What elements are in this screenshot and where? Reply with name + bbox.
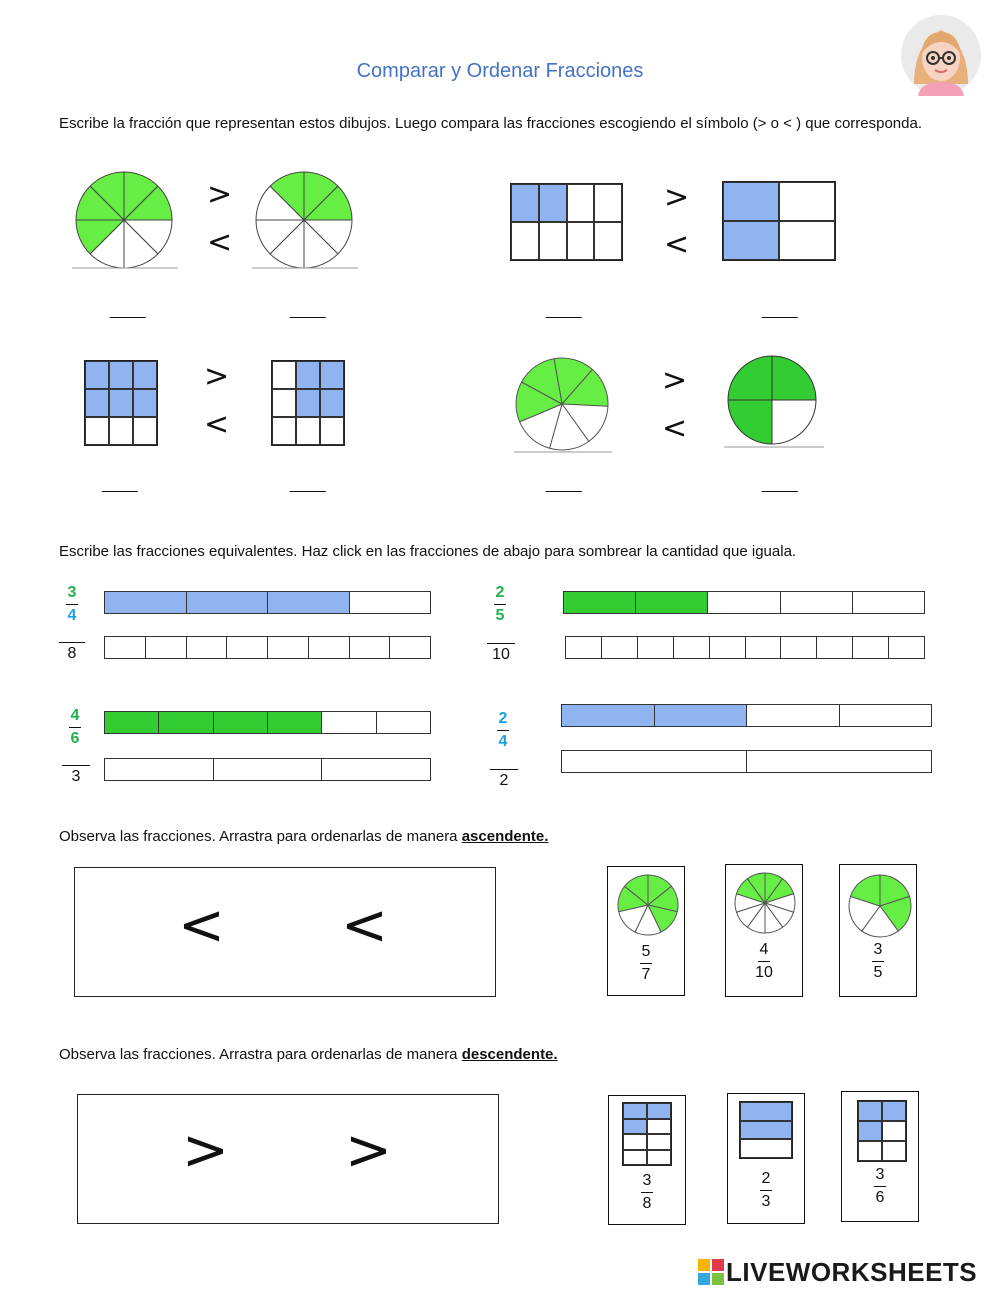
greater-than-choice[interactable]: > bbox=[204, 359, 230, 394]
greater-than-symbol: > bbox=[345, 1118, 392, 1183]
answer-blank[interactable]: 3 bbox=[62, 759, 90, 788]
greater-than-choice[interactable]: > bbox=[207, 177, 233, 212]
fraction-bar bbox=[104, 711, 431, 734]
fraction-grid bbox=[857, 1100, 907, 1162]
page-title: Comparar y Ordenar Fracciones bbox=[356, 60, 644, 82]
fraction-grid bbox=[271, 360, 345, 446]
draggable-fraction-card[interactable]: $\frac{3}{8}$ bbox=[608, 1095, 686, 1225]
fraction-label: $\frac{2}{5}$ bbox=[495, 584, 505, 624]
less-than-choice[interactable]: < bbox=[662, 411, 688, 446]
greater-than-symbol: > bbox=[182, 1118, 229, 1183]
pie-chart-icon bbox=[512, 356, 616, 456]
draggable-fraction-card[interactable]: $\frac{2}{3}$ bbox=[727, 1093, 805, 1224]
fraction-label: $\frac{4}{6}$ bbox=[70, 707, 80, 747]
answer-blank[interactable]: ____ bbox=[762, 476, 798, 493]
draggable-fraction-card[interactable]: $\frac{4}{10}$ bbox=[725, 864, 803, 997]
pie-chart-icon bbox=[616, 873, 680, 937]
fraction-bar bbox=[561, 704, 932, 727]
less-than-choice[interactable]: < bbox=[204, 407, 230, 442]
answer-blank[interactable]: 2 bbox=[490, 763, 518, 792]
answer-blank[interactable]: ____ bbox=[290, 302, 326, 319]
liveworksheets-logo-icon bbox=[698, 1259, 724, 1285]
fraction-bar bbox=[563, 591, 925, 614]
clickable-fraction-bar[interactable] bbox=[104, 636, 431, 659]
fraction-grid bbox=[722, 181, 836, 261]
clickable-fraction-bar[interactable] bbox=[561, 750, 932, 773]
answer-blank[interactable]: ____ bbox=[546, 302, 582, 319]
answer-blank[interactable]: 8 bbox=[59, 636, 85, 665]
less-than-choice[interactable]: < bbox=[207, 225, 233, 260]
fraction-grid bbox=[739, 1101, 793, 1159]
less-than-choice[interactable]: < bbox=[664, 227, 690, 262]
pie-chart-icon bbox=[847, 873, 913, 939]
greater-than-choice[interactable]: > bbox=[664, 180, 690, 215]
fraction-grid bbox=[84, 360, 158, 446]
answer-blank[interactable]: 10 bbox=[487, 637, 515, 666]
fraction-label: $\frac{3}{4}$ bbox=[67, 584, 77, 624]
pie-chart-icon bbox=[733, 871, 797, 935]
pie-chart-icon bbox=[72, 170, 182, 272]
liveworksheets-logo bbox=[698, 1257, 977, 1287]
answer-blank[interactable]: ____ bbox=[762, 302, 798, 319]
draggable-fraction-card[interactable]: $\frac{5}{7}$ bbox=[607, 866, 685, 996]
answer-blank[interactable]: ____ bbox=[102, 476, 138, 493]
section3-instruction: Observa las fracciones. Arrastra para ordenarlas de manera ascendente. bbox=[59, 828, 549, 845]
drop-zone-ascending[interactable] bbox=[74, 867, 496, 997]
avatar-icon bbox=[900, 14, 982, 96]
less-than-symbol: < bbox=[178, 893, 225, 958]
drop-zone-descending[interactable] bbox=[77, 1094, 499, 1224]
fraction-grid bbox=[510, 183, 623, 261]
section2-instruction: Escribe las fracciones equivalentes. Haz click en las fracciones de abajo para sombrear la cantidad que iguala. bbox=[59, 543, 797, 560]
answer-blank[interactable]: ____ bbox=[290, 476, 326, 493]
fraction-grid bbox=[622, 1102, 672, 1166]
pie-chart-icon bbox=[252, 170, 362, 272]
fraction-label: $\frac{2}{4}$ bbox=[498, 710, 508, 750]
pie-chart-icon bbox=[724, 354, 828, 450]
section1-instruction: Escribe la fracción que representan estos dibujos. Luego compara las fracciones escogiendo el símbolo (> o < ) que corresponda. bbox=[59, 115, 922, 132]
draggable-fraction-card[interactable]: $\frac{3}{6}$ bbox=[841, 1091, 919, 1222]
answer-blank[interactable]: ____ bbox=[546, 476, 582, 493]
liveworksheets-logo-text: LIVEWORKSHEETS bbox=[726, 1256, 978, 1287]
clickable-fraction-bar[interactable] bbox=[104, 758, 431, 781]
greater-than-choice[interactable]: > bbox=[662, 363, 688, 398]
less-than-symbol: < bbox=[341, 893, 388, 958]
draggable-fraction-card[interactable]: $\frac{3}{5}$ bbox=[839, 864, 917, 997]
clickable-fraction-bar[interactable] bbox=[565, 636, 925, 659]
fraction-bar bbox=[104, 591, 431, 614]
answer-blank[interactable]: ____ bbox=[110, 302, 146, 319]
section4-instruction: Observa las fracciones. Arrastra para ordenarlas de manera descendente. bbox=[59, 1046, 558, 1063]
